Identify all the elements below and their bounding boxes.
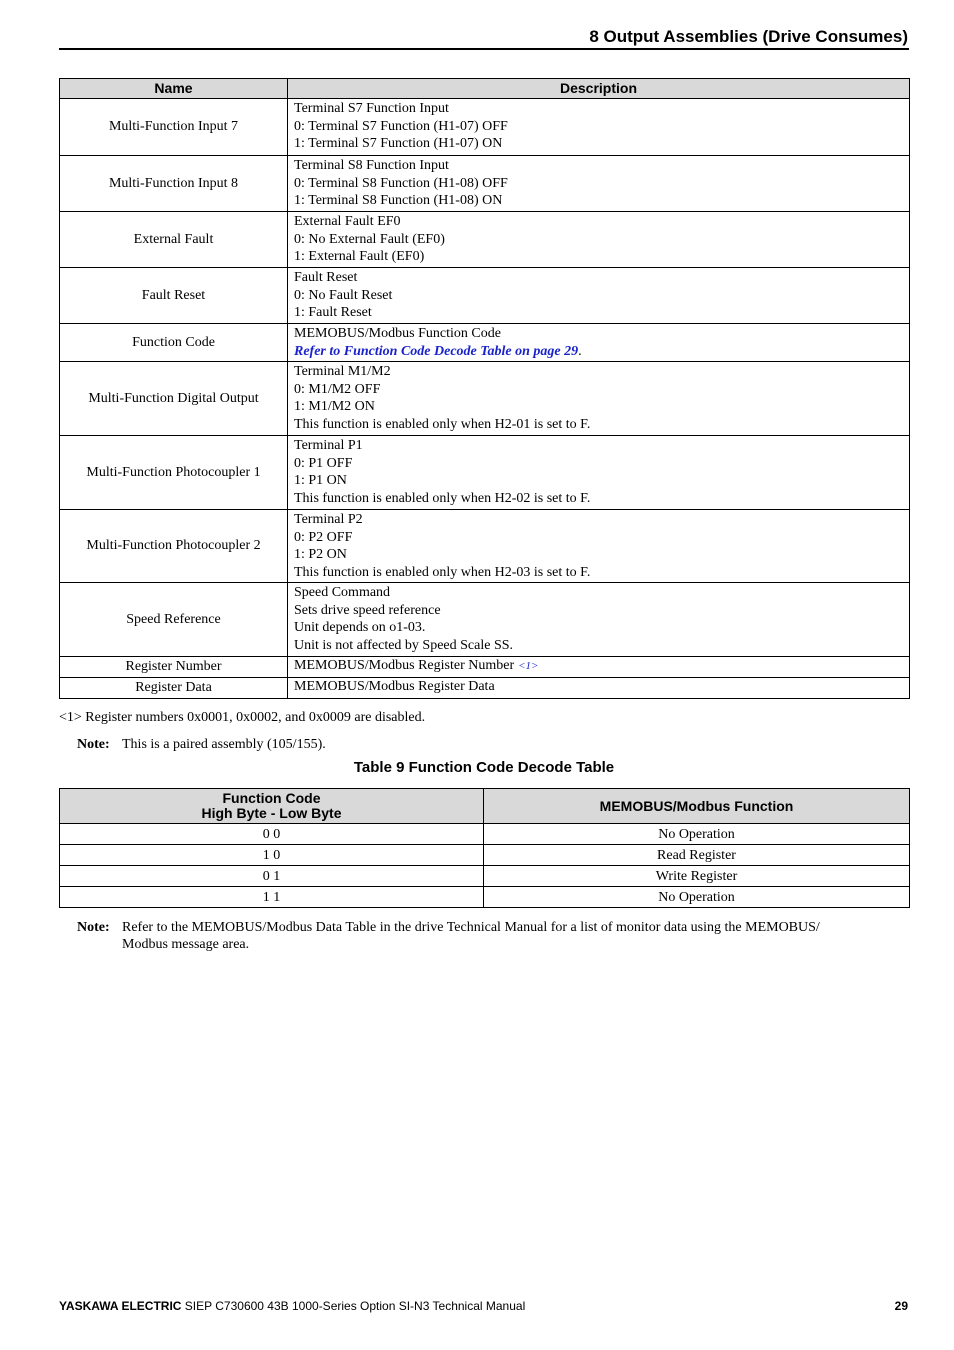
- desc-line-link: [294, 343, 903, 361]
- desc-line: 1: M1/M2 ON: [294, 399, 375, 414]
- column-header-modbus-function: MEMOBUS/Modbus Function: [484, 789, 910, 824]
- table-row: [60, 845, 910, 866]
- row-name: Multi-Function Photocoupler 2: [60, 510, 288, 583]
- table-row: [60, 510, 910, 583]
- modbus-function-cell: Read Register: [484, 845, 910, 866]
- row-name: Fault Reset: [60, 268, 288, 324]
- table-caption: Table 9 Function Code Decode Table: [353, 759, 615, 776]
- desc-line: 1: External Fault (EF0): [294, 249, 425, 264]
- row-description: [288, 156, 910, 212]
- note-label: Note:: [77, 920, 110, 935]
- table-row: [60, 866, 910, 887]
- desc-line: This function is enabled only when H2-02 is set to F.: [294, 490, 591, 506]
- desc-line: 1: Terminal S7 Function (H1-07) ON: [294, 136, 503, 151]
- paired-assembly-note: [77, 736, 777, 753]
- desc-line: MEMOBUS/Modbus Function Code: [294, 326, 501, 341]
- desc-line: Fault Reset: [294, 270, 358, 285]
- desc-line: Terminal P1: [294, 438, 363, 453]
- section-title: 8 Output Assemblies (Drive Consumes): [589, 27, 908, 46]
- desc-line: Terminal P2: [294, 512, 363, 527]
- desc-line: Unit is not affected by Speed Scale SS.: [294, 637, 514, 653]
- row-description: [288, 657, 910, 678]
- row-name: Multi-Function Digital Output: [60, 362, 288, 436]
- desc-line: MEMOBUS/Modbus Register Number: [294, 658, 515, 673]
- note-line: Modbus message area.: [122, 937, 250, 952]
- desc-line: This function is enabled only when H2-01 is set to F.: [294, 416, 591, 432]
- function-code-cell: 0 1: [60, 866, 484, 887]
- column-header-description: Description: [288, 79, 910, 99]
- function-code-decode-table: [59, 788, 910, 908]
- modbus-function-cell: No Operation: [484, 887, 910, 908]
- row-description: [288, 436, 910, 510]
- desc-line: Speed Command: [294, 585, 391, 600]
- output-assembly-table: [59, 78, 910, 699]
- column-header-function-code: [60, 789, 484, 824]
- function-code-cell: 1 0: [60, 845, 484, 866]
- footer-doc-title: SIEP C730600 43B 1000-Series Option SI-N3 Technical Manual: [181, 1299, 526, 1313]
- desc-line: Terminal S8 Function Input: [294, 158, 449, 173]
- footer-doc-info: [59, 1299, 525, 1313]
- page-number: 29: [894, 1299, 908, 1313]
- table-row: [60, 324, 910, 362]
- row-name: Function Code: [60, 324, 288, 362]
- desc-line: 0: P2 OFF: [294, 529, 353, 545]
- desc-line: 0: Terminal S7 Function (H1-07) OFF: [294, 118, 508, 134]
- row-description: [288, 510, 910, 583]
- desc-line: 1: Terminal S8 Function (H1-08) ON: [294, 193, 503, 208]
- table-row: [60, 657, 910, 678]
- desc-line: External Fault EF0: [294, 214, 401, 229]
- footnote-ref-link[interactable]: <1>: [518, 660, 539, 672]
- link-suffix: .: [578, 343, 582, 359]
- row-description: [288, 362, 910, 436]
- note-label: Note:: [77, 737, 110, 752]
- row-name: External Fault: [60, 212, 288, 268]
- desc-line: 0: No External Fault (EF0): [294, 231, 445, 247]
- desc-line: 0: Terminal S8 Function (H1-08) OFF: [294, 175, 508, 191]
- desc-line: Terminal S7 Function Input: [294, 101, 449, 116]
- register-footnote: <1> Register numbers 0x0001, 0x0002, and 0x0009 are disabled.: [59, 710, 426, 725]
- note-text: [122, 919, 820, 953]
- row-name: Multi-Function Input 7: [60, 99, 288, 156]
- desc-line: Terminal M1/M2: [294, 364, 391, 379]
- desc-line: 0: No Fault Reset: [294, 287, 393, 303]
- desc-line: 0: P1 OFF: [294, 455, 353, 471]
- desc-line: 1: P2 ON: [294, 547, 347, 562]
- footer-brand: YASKAWA ELECTRIC: [59, 1299, 182, 1313]
- desc-line: 1: P1 ON: [294, 473, 347, 488]
- header-line: High Byte - Low Byte: [201, 805, 342, 821]
- row-description: [288, 583, 910, 657]
- table-row: [60, 362, 910, 436]
- note-text: This is a paired assembly (105/155).: [122, 737, 326, 752]
- row-name: Speed Reference: [60, 583, 288, 657]
- row-name: Multi-Function Input 8: [60, 156, 288, 212]
- row-description: [288, 678, 910, 699]
- row-name: Multi-Function Photocoupler 1: [60, 436, 288, 510]
- function-code-cell: 0 0: [60, 824, 484, 845]
- table-row: [60, 156, 910, 212]
- table-row: [60, 824, 910, 845]
- desc-line: 0: M1/M2 OFF: [294, 381, 381, 397]
- row-description: [288, 324, 910, 362]
- desc-line: This function is enabled only when H2-03 is set to F.: [294, 564, 591, 580]
- function-code-cell: 1 1: [60, 887, 484, 908]
- row-name: Register Data: [60, 678, 288, 699]
- row-description: [288, 99, 910, 156]
- data-table-note: [77, 919, 857, 955]
- function-code-table-link[interactable]: Refer to Function Code Decode Table on page 29: [294, 343, 579, 359]
- desc-line: MEMOBUS/Modbus Register Data: [294, 679, 495, 694]
- note-line: Refer to the MEMOBUS/Modbus Data Table in the drive Technical Manual for a list of monitor data using the MEMOBUS/: [122, 920, 820, 935]
- table-row: [60, 212, 910, 268]
- modbus-function-cell: Write Register: [484, 866, 910, 887]
- row-description: [288, 268, 910, 324]
- table-row: [60, 887, 910, 908]
- header-line: Function Code: [222, 790, 321, 806]
- modbus-function-cell: No Operation: [484, 824, 910, 845]
- table-row: [60, 678, 910, 699]
- header-rule: [59, 48, 909, 50]
- desc-line: Unit depends on o1-03.: [294, 620, 426, 635]
- table-header-row: [60, 79, 910, 99]
- table-row: [60, 436, 910, 510]
- column-header-name: Name: [60, 79, 288, 99]
- table-header-row: [60, 789, 910, 824]
- table-row: [60, 99, 910, 156]
- desc-line: Sets drive speed reference: [294, 602, 441, 618]
- row-description: [288, 212, 910, 268]
- row-name: Register Number: [60, 657, 288, 678]
- table-row: [60, 268, 910, 324]
- table-row: [60, 583, 910, 657]
- desc-line: 1: Fault Reset: [294, 305, 372, 320]
